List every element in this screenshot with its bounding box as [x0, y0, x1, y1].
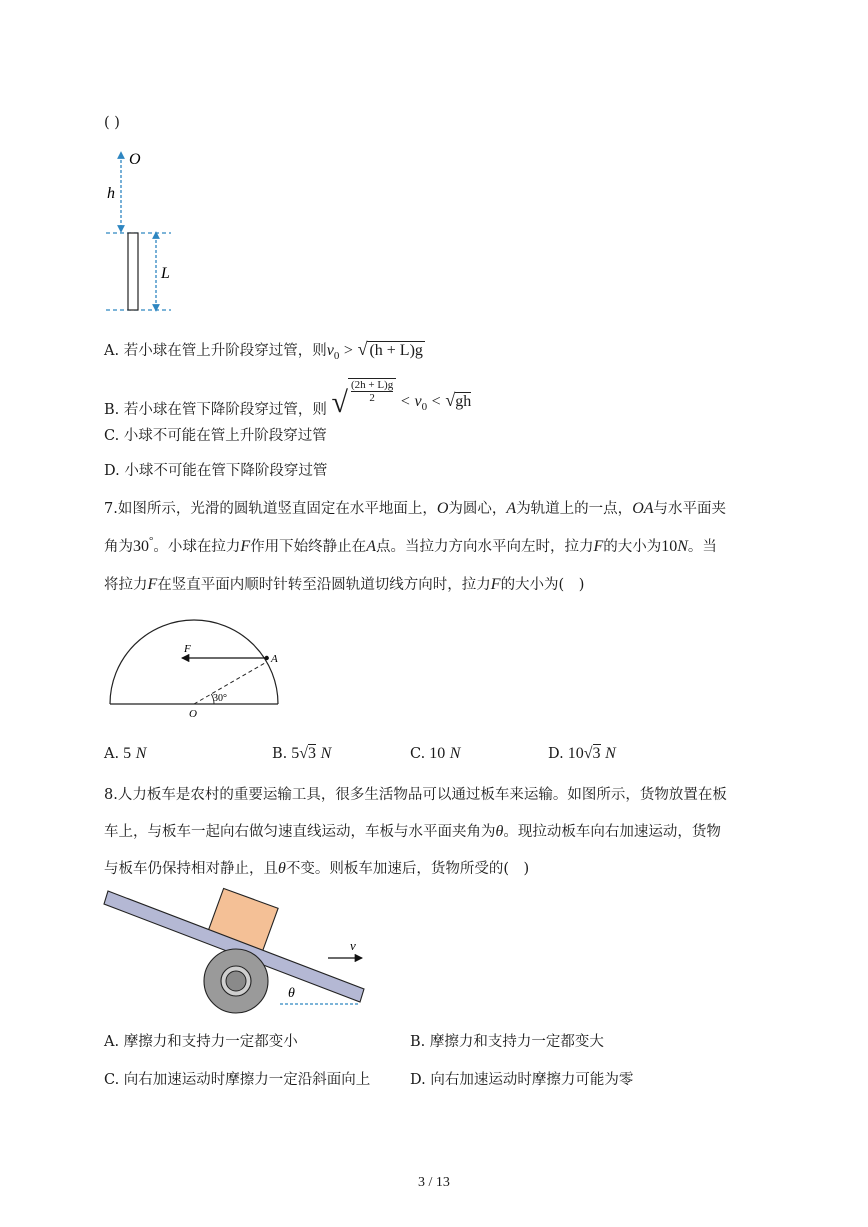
q6-option-c: C. 小球不可能在管上升阶段穿过管 — [104, 428, 327, 444]
label-v: v — [350, 938, 356, 953]
tube-figure — [96, 145, 196, 320]
q7-option-a: A. 5 N — [104, 745, 147, 762]
label-h: h — [107, 185, 115, 202]
label-a: A — [271, 653, 278, 665]
q7-option-d: D. 10√3 N — [548, 745, 616, 762]
q7-stem-line1: 7.如图所示，光滑的圆轨道竖直固定在水平地面上，O为圆心，A为轨道上的一点，OA与水平面夹 — [104, 500, 727, 517]
q8-stem-line1: 8.人力板车是农村的重要运输工具，很多生活物品可以通过板车来运输。如图所示，货物放置在板 — [104, 787, 727, 803]
q7-stem-line2: 角为30°。小球在拉力F作用下始终静止在A点。当拉力方向水平向左时，拉力F的大小为10N。当 — [104, 535, 717, 555]
page-number: 3 / 13 — [418, 1175, 450, 1190]
q8-option-b: B. 摩擦力和支持力一定都变大 — [410, 1034, 604, 1050]
q8-stem-line2: 车上，与板车一起向右做匀速直线运动，车板与水平面夹角为θ。现拉动板车向右加速运动，货物 — [104, 823, 721, 840]
point-a — [265, 656, 269, 660]
track-arc — [110, 620, 278, 704]
q6-option-b: B. 若小球在管下降阶段穿过管，则 √ $\frac{(2h + L)g}{2}$ < $v_0 < √gh$ — [104, 379, 472, 419]
q6-option-a: A. 若小球在管上升阶段穿过管，则$v_0$ > √ (h + L)g — [104, 339, 423, 362]
q6-option-d: D. 小球不可能在管下降阶段穿过管 — [104, 463, 328, 479]
label-l: L — [161, 265, 170, 282]
label-angle: 30° — [213, 693, 227, 704]
wheel-inner — [226, 971, 246, 991]
option-a-text: A. 若小球在管上升阶段穿过管，则 — [104, 343, 327, 359]
label-f: F — [184, 643, 191, 655]
answer-parentheses: ( ) — [104, 115, 120, 131]
q8-stem-line3: 与板车仍保持相对静止，且θ不变。则板车加速后，货物所受的( ) — [104, 860, 530, 877]
q7-option-b: B. 5√3 N — [272, 745, 332, 762]
tube — [128, 233, 138, 310]
label-o: O — [189, 708, 197, 720]
label-o: O — [129, 151, 141, 168]
q8-option-c: C. 向右加速运动时摩擦力一定沿斜面向上 — [104, 1072, 371, 1088]
label-theta: θ — [288, 986, 295, 1001]
q8-option-d: D. 向右加速运动时摩擦力可能为零 — [410, 1072, 634, 1088]
semicircle-track-figure — [100, 610, 290, 725]
radius-oa — [194, 662, 267, 704]
q7-stem-line3: 将拉力F在竖直平面内顺时针转至沿圆轨道切线方向时，拉力F的大小为( ) — [104, 576, 585, 593]
q8-option-a: A. 摩擦力和支持力一定都变小 — [104, 1034, 298, 1050]
cart-figure — [100, 885, 370, 1015]
q7-option-c: C. 10 N — [410, 745, 461, 762]
